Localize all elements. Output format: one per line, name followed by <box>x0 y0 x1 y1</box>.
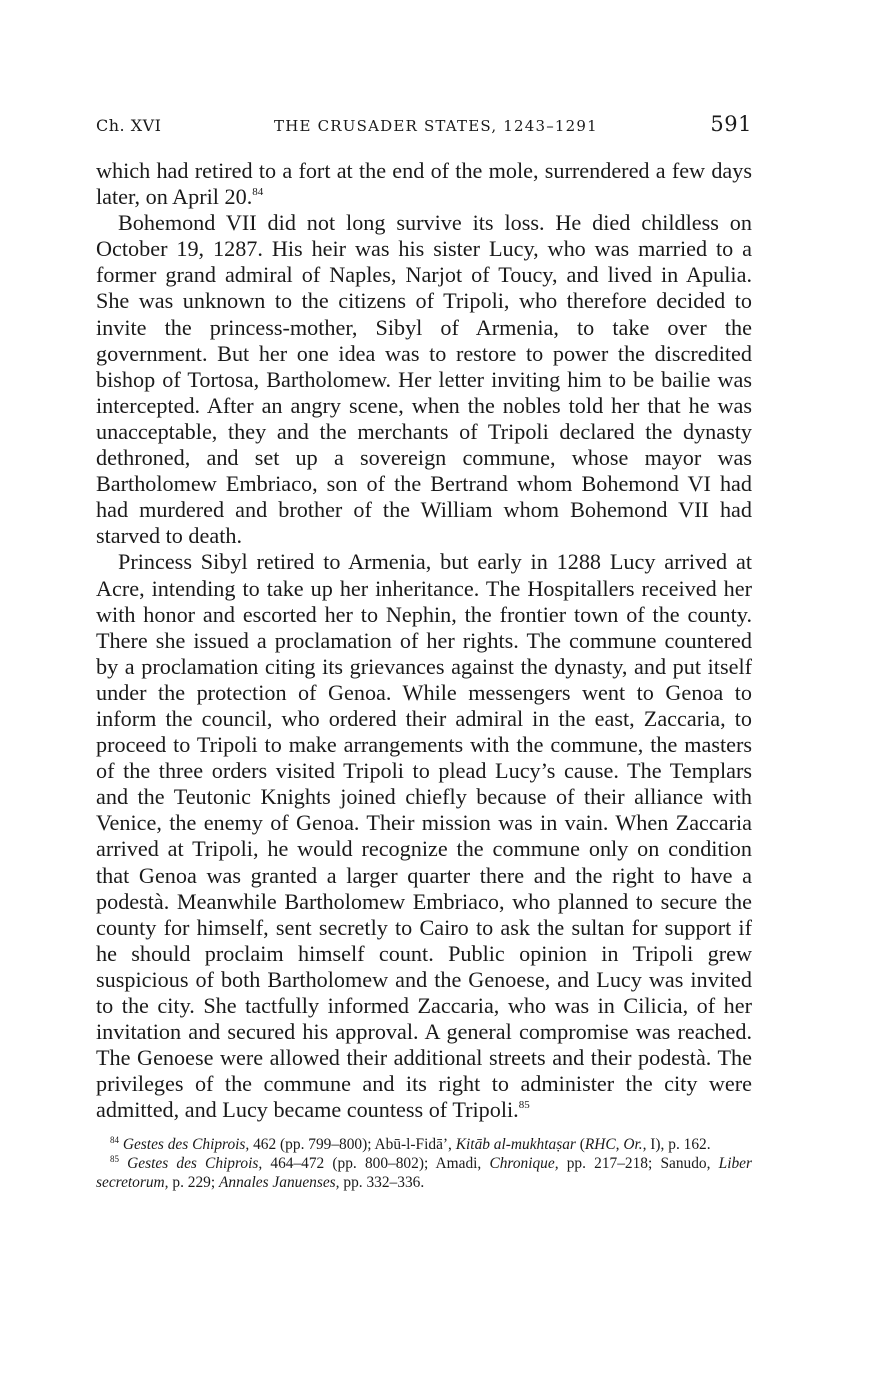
cited-work: Annales Januenses, <box>218 1174 340 1192</box>
cited-work: RHC, Or., <box>584 1136 647 1154</box>
footnote-number: 85 <box>110 1154 119 1165</box>
chapter-label: Ch. XVI <box>96 116 162 135</box>
paragraph-1 <box>96 158 752 210</box>
cited-work: Gestes des Chiprois, <box>127 1155 263 1173</box>
paragraph-3 <box>96 549 752 1123</box>
footnote-number: 84 <box>110 1135 119 1146</box>
page <box>96 112 752 1192</box>
footnote-84 <box>96 1135 752 1154</box>
running-head <box>96 112 752 136</box>
body-text <box>96 158 752 1123</box>
cited-work: Liber secretorum, <box>96 1155 752 1192</box>
cited-work: Gestes des Chiprois, <box>122 1136 250 1154</box>
paragraph-1-text: which had retired to a fort at the end of the mole, surrendered a few days later, on April 20. <box>96 158 752 210</box>
footnote-85 <box>96 1154 752 1192</box>
citation-text: p. 229; <box>168 1174 219 1192</box>
citation-text: pp. 217–218; Sanudo, <box>558 1155 719 1173</box>
footnote-ref-84[interactable]: 84 <box>252 186 264 199</box>
footnote-ref-85[interactable]: 85 <box>518 1099 530 1112</box>
citation-text: I), p. 162. <box>646 1136 711 1154</box>
paragraph-3-text: Princess Sibyl retired to Armenia, but early in 1288 Lucy arrived at Acre, intending to take up her inheritance. The Hospitallers received her with honor and escorted her to Nephin, the frontier town of the county. There she issued a proclamation of her rights. The commune countered by a proclamation citing its grievances against the dynasty, and put itself under the protection of Genoa. While messengers went to Genoa to inform the council, who ordered their admiral in the east, Zaccaria, to proceed to Tripoli to make arrangements with the commune, the masters of the three orders visited Tripoli to plead Lucy’s cause. The Templars and the Teutonic Knights joined chiefly because of their alliance with Venice, the enemy of Genoa. Their mission was in vain. When Zaccaria arrived at Tripoli, he would recognize the commune only on condition that Genoa was granted a larger quarter there and the right to have a podestà. Meanwhile Bartholomew Embriaco, who planned to secure the county for himself, sent secretly to Cairo to ask the sultan for support if he should proclaim himself count. Public opinion in Tripoli grew suspicious of both Bartholomew and the Genoese, and Lucy was invited to the city. She tactfully informed Zaccaria, who was in Cilicia, of her invitation and secured his approval. A general compromise was reached. The Genoese were allowed their additional streets and their podestà. The privileges of the commune and its right to administer the city were admitted, and Lucy became countess of Tripoli. <box>96 549 752 1123</box>
paragraph-2: Bohemond VII did not long survive its loss. He died childless on October 19, 1287. His heir was his sister Lucy, who was married to a former grand admiral of Naples, Narjot of Toucy, and lived in Apulia. She was unknown to the citizens of Tripoli, who therefore decided to invite the princess-mother, Sibyl of Armenia, to take over the government. But her one idea was to restore to power the discredited bishop of Tortosa, Bartholomew. Her letter inviting him to be bailie was intercepted. After an angry scene, when the nobles told her that he was unacceptable, they and the merchants of Tripoli declared the dynasty dethroned, and set up a sovereign commune, whose mayor was Bartholomew Embriaco, son of the Bertrand whom Bohemond VI had had murdered and brother of the William whom Bohemond VII had starved to death. <box>96 210 752 549</box>
citation-text: 462 (pp. 799–800); Abū-l-Fidā’, <box>249 1136 456 1154</box>
cited-work: Chronique, <box>489 1155 559 1173</box>
citation-text: 464–472 (pp. 800–802); Amadi, <box>262 1155 490 1173</box>
citation-text: pp. 332–336. <box>339 1174 425 1192</box>
running-title: THE CRUSADER STATES, 1243–1291 <box>273 117 598 135</box>
citation-text: ( <box>575 1136 585 1154</box>
page-number: 591 <box>710 112 752 136</box>
footnotes <box>96 1135 752 1192</box>
cited-work: Kitāb al-mukhtaṣar <box>455 1136 576 1154</box>
